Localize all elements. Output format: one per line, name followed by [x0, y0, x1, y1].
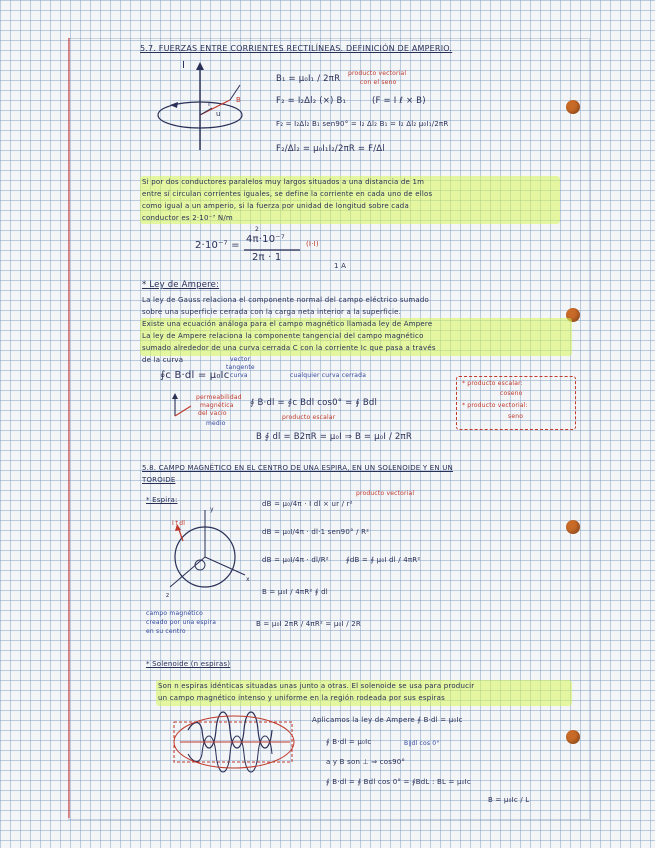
- solenoide-eq-2: ∮ B·dl = μ₀Ic: [326, 738, 372, 746]
- espira-heading: * Espira:: [146, 496, 178, 504]
- solenoide-line-1: Son n espiras idénticas situadas unas junto a otras. El solenoide se usa para producir: [158, 682, 475, 690]
- note-con-seno: con el seno: [360, 79, 397, 86]
- section-58-title: 5.8. CAMPO MAGNÉTICO EN EL CENTRO DE UNA ESPIRA, EN UN SOLENOIDE Y EN UN: [142, 464, 453, 472]
- eq-def-left: 2·10⁻⁷ =: [195, 240, 240, 251]
- espira-eq-4: B = μ₀I / 4πR² ∮ dl: [262, 588, 328, 596]
- note-vector: vector: [230, 356, 251, 363]
- eq-f2: F₂ = I₂Δl₂ (×) B₁: [276, 96, 347, 106]
- box-producto-escalar: * producto escalar:: [462, 380, 523, 387]
- definicion-line-2: entre sí circulan corrientes iguales, se define la corriente en cada uno de ellos: [142, 190, 433, 198]
- eq-def-den: 2π · 1: [252, 252, 282, 263]
- ampere-eq-line-3: B ∮ dl = B2πR = μ₀I ⇒ B = μ₀I / 2πR: [256, 432, 412, 442]
- ampere-eq-line-2: ∮ B·dl = ∮c Bdl cos0° = ∮ Bdl: [250, 398, 378, 408]
- solenoide-heading: * Solenoide (n espiras): [146, 660, 231, 668]
- note-tangente: tangente: [226, 364, 255, 371]
- eq-f2-expand: F₂ = I₂Δl₂ B₁ sen90° = I₂ Δl₂ B₁ = I₂ Δl₂ μ₀I₁/2πR: [276, 120, 449, 128]
- espira-eq-3: dB = μ₀I/4π · dl/R²: [262, 556, 329, 564]
- note-producto-escalar: producto escalar: [282, 414, 336, 421]
- ampere-eq-main: ∮c B·dl = μ₀Ic: [160, 370, 230, 381]
- axis-r-label: r: [208, 100, 212, 108]
- espira-eq-1: dB = μ₀/4π · I dl × ur / r²: [262, 500, 353, 508]
- note-magnetica: magnética: [200, 402, 234, 409]
- ampere-line-6: de la curva: [142, 356, 184, 364]
- solenoide-sketch: [170, 712, 300, 774]
- binder-hole-3: [566, 520, 580, 534]
- eq-def-ii: (I·I): [306, 240, 319, 248]
- note-permeabilidad: permeabilidad: [196, 394, 242, 401]
- espira-eq-2: dB = μ₀I/4π · dl·1 sen90° / R²: [262, 528, 370, 536]
- espira-y-label: y: [210, 506, 214, 513]
- note-medio: medio: [206, 420, 226, 427]
- note-campo-3: en su centro: [146, 628, 186, 635]
- ampere-line-2: sobre una superficie cerrada con la carga neta interior a la superficie.: [142, 308, 402, 316]
- margin-line: [68, 38, 70, 818]
- eq-f-general: (F = I ℓ × B): [372, 96, 426, 106]
- solenoide-line-2: un campo magnético intenso y uniforme en la región rodeada por sus espiras: [158, 694, 445, 702]
- espira-x-label: x: [246, 576, 250, 583]
- box-seno: seno: [508, 413, 524, 420]
- ampere-line-4: La ley de Ampere relaciona la componente tangencial del campo magnético: [142, 332, 424, 340]
- solenoide-eq-3: a y B son ⊥ ⇒ cos90°: [326, 758, 406, 766]
- axis-u-label: u: [216, 110, 221, 118]
- ampere-line-1: La ley de Gauss relaciona el componente normal del campo eléctrico sumado: [142, 296, 430, 304]
- axis-b-label: B: [236, 96, 242, 104]
- ampere-line-5: sumado alrededor de una curva cerrada C con la corriente Ic que pasa a través: [142, 344, 436, 352]
- solenoide-eq-1: Aplicamos la ley de Ampere ∮ B·dl = μ₀Ic: [312, 716, 463, 724]
- espira-eq-3b: ∮dB = ∮ μ₀I dl / 4πR²: [346, 556, 421, 564]
- wire-field-sketch: [150, 60, 260, 155]
- ampere-heading: * Ley de Ampere:: [142, 280, 220, 290]
- eq-def-1a: 1 A: [334, 262, 347, 270]
- espira-idl-label: I↑dl: [172, 520, 186, 527]
- note-curva: curva: [230, 372, 248, 379]
- eq-ratio: F₂/Δl₂ = μ₀I₁I₂/2πR = F/Δl: [276, 144, 385, 154]
- axis-i-label: I: [182, 60, 186, 71]
- eq-def-num: 4π·10⁻⁷: [246, 234, 285, 245]
- ampere-line-3: Existe una ecuación análoga para el campo magnético llamada ley de Ampere: [142, 320, 433, 328]
- binder-hole-4: [566, 730, 580, 744]
- note-campo-2: creado por una espira: [146, 619, 217, 626]
- note-campo-1: campo magnético: [146, 610, 204, 617]
- box-coseno: coseno: [500, 390, 523, 397]
- definicion-line-1: Si por dos conductores paralelos muy largos situados a una distancia de 1m: [142, 178, 425, 186]
- espira-eq-5: B = μ₀I 2πR / 4πR² = μ₀I / 2R: [256, 620, 361, 628]
- espira-z-label: z: [166, 592, 170, 599]
- definicion-line-4: conductor es 2·10⁻⁷ N/m: [142, 214, 233, 222]
- eq-b1: B₁ = μ₀I₁ / 2πR: [276, 74, 341, 84]
- section-57-title: 5.7. FUERZAS ENTRE CORRIENTES RECTILÍNEAS. DEFINICIÓN DE AMPERIO.: [140, 44, 453, 53]
- box-producto-vectorial: * producto vectorial:: [462, 402, 528, 409]
- binder-hole-1: [566, 100, 580, 114]
- eq-def-fraction-bar: [244, 249, 304, 251]
- solenoide-eq-4: ∮ B·dl = ∮ Bdl cos 0° = ∮BdL : BL = μ₀Ic: [326, 778, 471, 786]
- eq-def-exp: 2: [255, 226, 260, 233]
- note-producto-vectorial-2: producto vectorial: [356, 490, 415, 497]
- section-58-title-2: TOROIDE: [142, 476, 176, 484]
- espira-sketch: [150, 505, 260, 597]
- note-vacio: del vacío: [198, 410, 227, 417]
- ampere-vector-sketch: [165, 392, 195, 418]
- definicion-line-3: como igual a un amperio, si la fuerza por unidad de longitud sobre cada: [142, 202, 409, 210]
- solenoide-eq-2-note: B∥dl cos 0°: [404, 740, 440, 747]
- note-producto-vectorial: producto vectorial: [348, 70, 407, 77]
- solenoide-eq-5: B = μ₀Ic / L: [488, 796, 530, 804]
- note-cualquier-curva: cualquier curva cerrada: [290, 372, 367, 379]
